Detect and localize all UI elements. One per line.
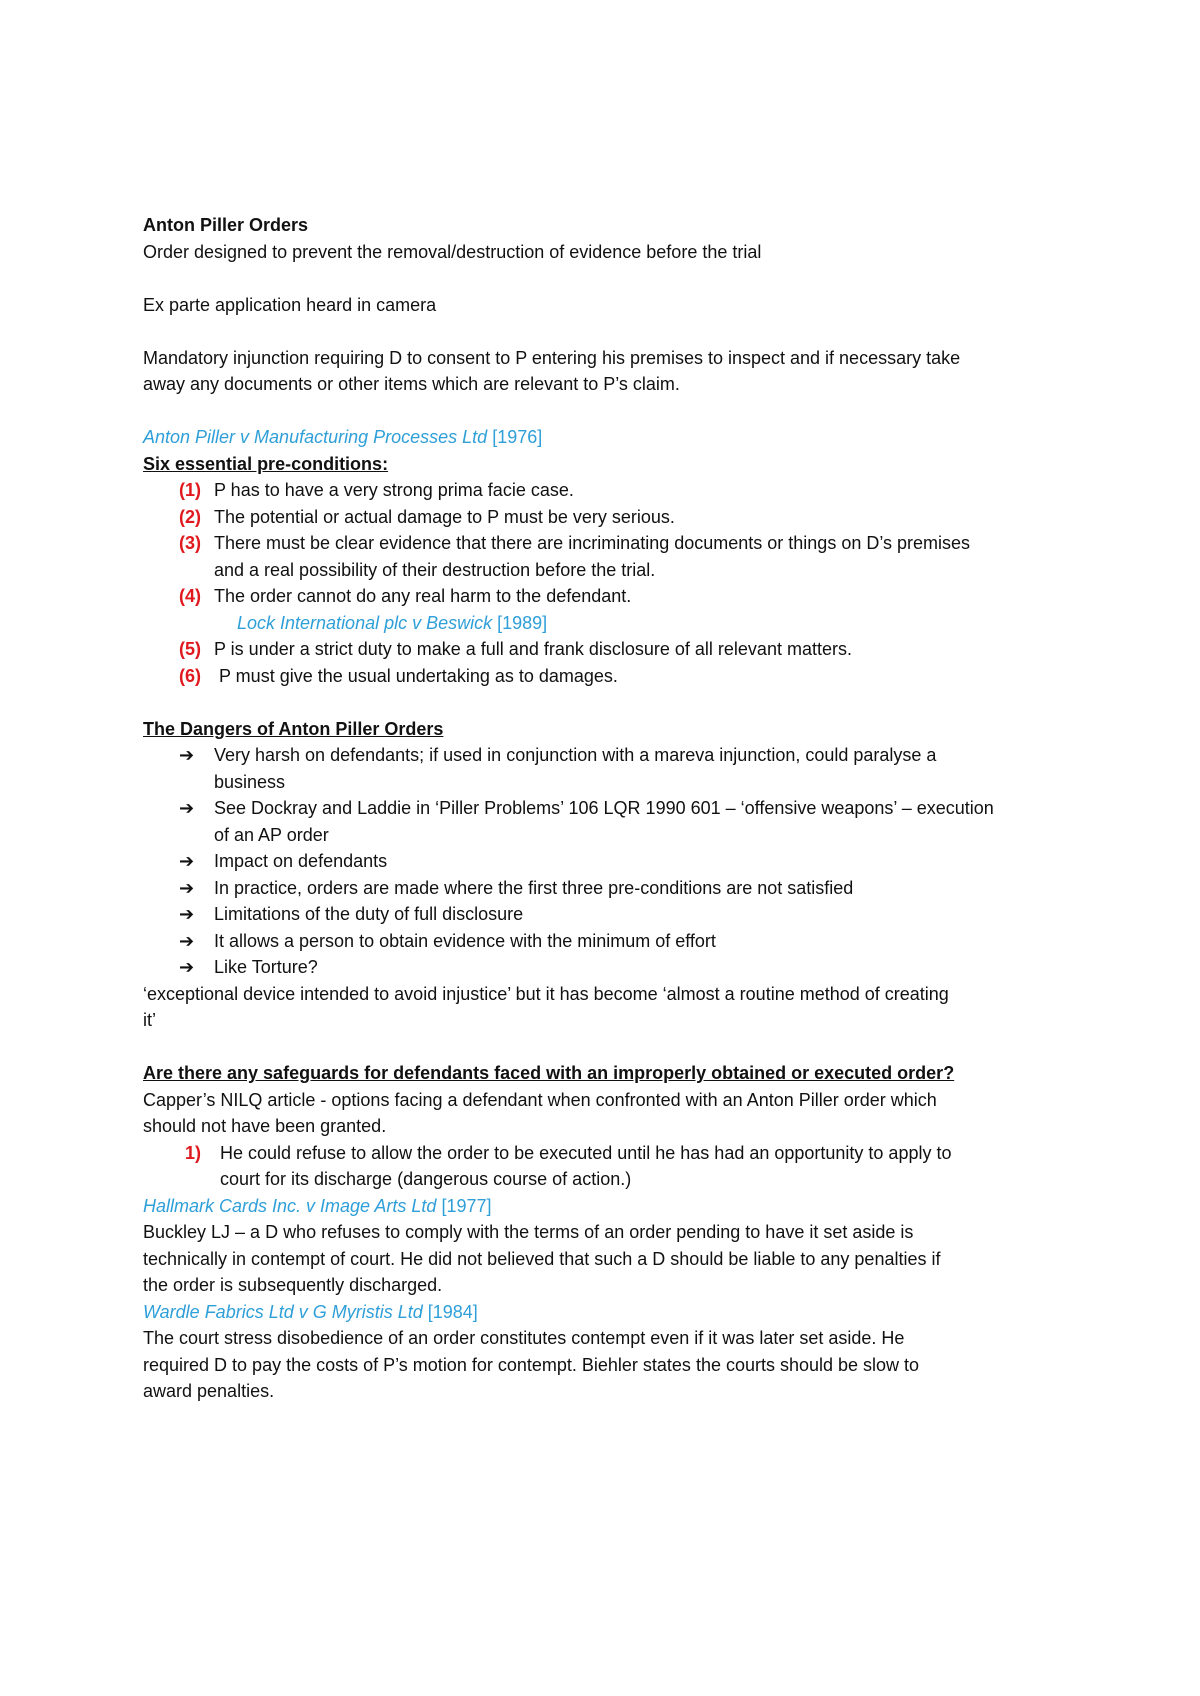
condition-number: (4) [179, 586, 201, 606]
arrow-right-icon: ➔ [179, 930, 195, 951]
option-item [143, 1140, 1083, 1167]
danger-text: In practice, orders are made where the first three pre-conditions are not satisfied [214, 877, 854, 898]
buckley-line: technically in contempt of court. He did not believed that such a D should be liable to any penalties if [143, 1248, 941, 1269]
condition-number: (1) [179, 480, 201, 500]
danger-text: It allows a person to obtain evidence with the minimum of effort [214, 930, 716, 951]
exparte-line: Ex parte application heard in camera [143, 294, 437, 315]
case-year: [1989] [497, 612, 548, 633]
case-citation [143, 610, 1083, 637]
condition-number: (5) [179, 639, 201, 659]
danger-item [143, 848, 1083, 875]
buckley-line: the order is subsequently discharged. [143, 1275, 443, 1295]
court-line: required D to pay the costs of P’s motion for contempt. Biehler states the courts should be slow to [143, 1354, 920, 1375]
condition-continuation: and a real possibility of their destruction before the trial. [214, 559, 656, 580]
doc-title: Anton Piller Orders [143, 215, 309, 235]
buckley-line: Buckley LJ – a D who refuses to comply with the terms of an order pending to have it set aside is [143, 1222, 914, 1242]
danger-continuation: of an AP order [214, 824, 329, 845]
condition-item [143, 583, 1083, 610]
intro-line: Order designed to prevent the removal/destruction of evidence before the trial [143, 241, 762, 262]
danger-text: Like Torture? [214, 957, 318, 977]
danger-item [143, 742, 1083, 769]
danger-item [143, 928, 1083, 955]
condition-text: The order cannot do any real harm to the defendant. [214, 586, 632, 606]
danger-item [143, 954, 1083, 981]
case-year: [1977] [441, 1195, 492, 1216]
condition-item [143, 530, 1083, 557]
condition-number: (3) [179, 533, 201, 553]
option-continuation: court for its discharge (dangerous course of action.) [220, 1169, 632, 1189]
condition-text: There must be clear evidence that there are incriminating documents or things on D’s premises [214, 533, 971, 553]
danger-text: Very harsh on defendants; if used in conjunction with a mareva injunction, could paralyse a [214, 745, 937, 765]
exceptional-line: ‘exceptional device intended to avoid injustice’ but it has become ‘almost a routine method of creating [143, 983, 949, 1004]
condition-number: (6) [179, 665, 201, 686]
condition-number: (2) [179, 506, 201, 527]
condition-text: P must give the usual undertaking as to damages. [214, 665, 618, 686]
document-body [143, 212, 1083, 1405]
condition-item [143, 477, 1083, 504]
dangers-heading: The Dangers of Anton Piller Orders [143, 718, 444, 739]
danger-text: Impact on defendants [214, 851, 388, 871]
danger-text: Limitations of the duty of full disclosure [214, 904, 524, 924]
case-name: Wardle Fabrics Ltd v G Myristis Ltd [143, 1301, 423, 1322]
condition-item [143, 504, 1083, 531]
option-text: He could refuse to allow the order to be executed until he has had an opportunity to apply to [220, 1142, 952, 1163]
arrow-right-icon: ➔ [179, 851, 195, 871]
case-citation [143, 1193, 1083, 1220]
condition-text: The potential or actual damage to P must be very serious. [214, 506, 675, 527]
condition-item [143, 636, 1083, 663]
case-name: Hallmark Cards Inc. v Image Arts Ltd [143, 1195, 437, 1216]
mandatory-line: Mandatory injunction requiring D to consent to P entering his premises to inspect and if necessary take [143, 347, 961, 368]
option-number: 1) [185, 1142, 202, 1163]
arrow-right-icon: ➔ [179, 957, 195, 977]
preconditions-heading: Six essential pre-conditions: [143, 453, 389, 474]
arrow-right-icon: ➔ [179, 798, 195, 818]
danger-item [143, 901, 1083, 928]
case-year: [1976] [492, 427, 543, 447]
condition-text: P has to have a very strong prima facie case. [214, 480, 574, 500]
case-citation [143, 424, 1083, 451]
danger-item [143, 795, 1083, 822]
capper-line: should not have been granted. [143, 1116, 387, 1136]
danger-item [143, 875, 1083, 902]
arrow-right-icon: ➔ [179, 877, 195, 898]
safeguards-heading: Are there any safeguards for defendants faced with an improperly obtained or executed order? [143, 1063, 955, 1083]
condition-item [143, 663, 1083, 690]
condition-text: P is under a strict duty to make a full and frank disclosure of all relevant matters. [214, 639, 852, 659]
danger-text: See Dockray and Laddie in ‘Piller Problems’ 106 LQR 1990 601 – ‘offensive weapons’ – execution [214, 798, 994, 818]
case-citation [143, 1299, 1083, 1326]
danger-continuation: business [214, 771, 286, 792]
court-line: award penalties. [143, 1381, 275, 1401]
exceptional-line: it’ [143, 1010, 156, 1030]
court-line: The court stress disobedience of an order constitutes contempt even if it was later set aside. He [143, 1328, 905, 1348]
case-name: Anton Piller v Manufacturing Processes Ltd [143, 427, 488, 447]
capper-line: Capper’s NILQ article - options facing a defendant when confronted with an Anton Piller order which [143, 1089, 937, 1110]
case-name: Lock International plc v Beswick [237, 612, 493, 633]
case-year: [1984] [427, 1301, 478, 1322]
arrow-right-icon: ➔ [179, 745, 195, 765]
arrow-right-icon: ➔ [179, 904, 195, 924]
mandatory-line: away any documents or other items which are relevant to P’s claim. [143, 374, 680, 394]
